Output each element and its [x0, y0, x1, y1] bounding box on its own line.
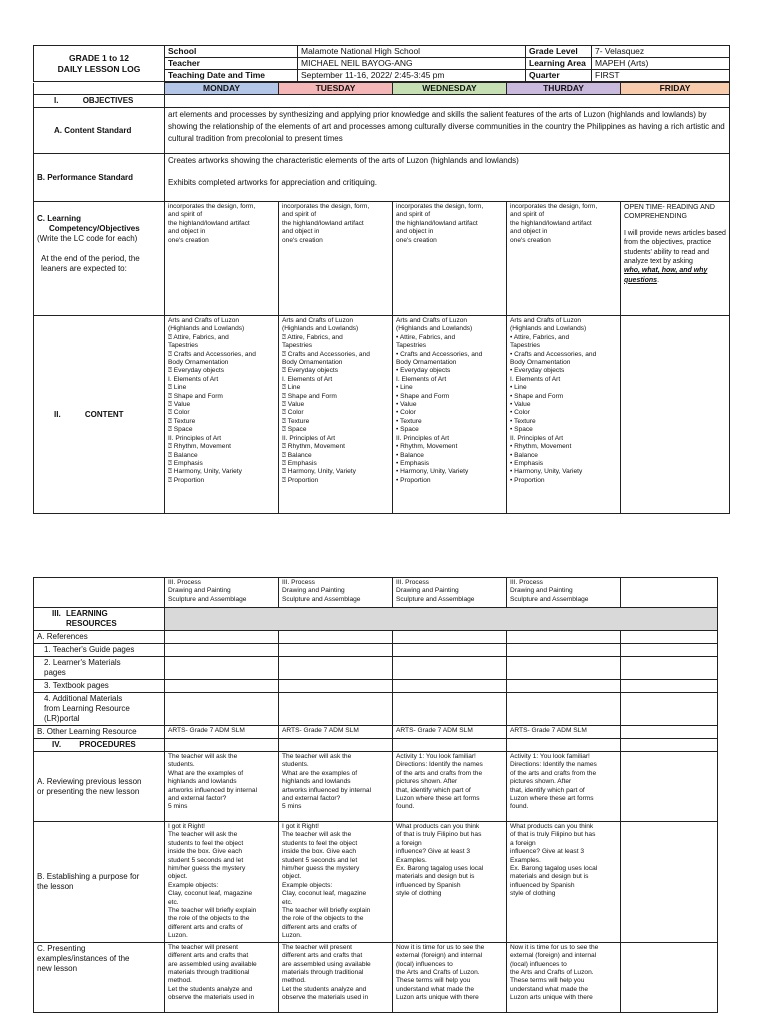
- process-friday: [621, 578, 718, 608]
- presenting-tuesday: The teacher will present different arts and crafts that are assembled using available materials through traditional method. Let the students analyze and observe the materials used in: [279, 942, 393, 1012]
- competency-label: [34, 202, 165, 316]
- teacher-value: MICHAEL NEIL BAYOG-ANG: [298, 58, 526, 70]
- content-standard-text: art elements and processes by synthesizing and applying prior knowledge and skills the salient features of the arts of Luzon (highlands and lowlands) by showing the relationship of the elements of art and processes among culturally diverse communities in the country the Philippines as having a rich artistic and cultural tradition from precolonial to present times: [165, 108, 730, 154]
- process-label-blank: [34, 578, 165, 608]
- lesson-log-table-2: [33, 577, 718, 1013]
- quarter-value: FIRST: [592, 70, 730, 82]
- competency-label-1: C. Learning: [37, 214, 82, 223]
- purpose-tuesday: I got it Right! The teacher will ask the students to feel the object inside the box. Give each student 5 seconds and let him/her guess the mystery object. Example objects: Clay, coconut leaf, magazine etc. The teacher will briefly explain the role of the objects to the different arts and crafts of Luzon.: [279, 822, 393, 943]
- teachers-guide-label: 1. Teacher's Guide pages: [34, 644, 165, 657]
- day-wednesday: WEDNESDAY: [393, 83, 507, 95]
- reviewing-monday: The teacher will ask the students. What are the examples of highlands and lowlands artworks influenced by internal and external factor? 5 mins: [165, 752, 279, 822]
- learning-area-value: MAPEH (Arts): [592, 58, 730, 70]
- log-title-dll: DAILY LESSON LOG: [57, 63, 141, 74]
- other-resource-wednesday: ARTS- Grade 7 ADM SLM: [393, 726, 507, 739]
- performance-standard-text: [165, 154, 730, 202]
- log-title-grade: GRADE 1 to 12: [69, 52, 129, 63]
- reviewing-wednesday: Activity 1: You look familiar! Directions: Identify the names of the arts and crafts from the pictures shown. After that, identify which part of Luzon where these art forms found.: [393, 752, 507, 822]
- presenting-label: C. Presenting examples/instances of the new lesson: [34, 942, 165, 1012]
- additional-materials-label: 4. Additional Materials from Learning Resource (LR)portal: [34, 693, 165, 726]
- date-value: September 11-16, 2022/ 2:45-3:45 pm: [298, 70, 526, 82]
- content-thursday: Arts and Crafts of Luzon (Highlands and Lowlands) • Attire, Fabrics, and Tapestries • Crafts and Accessories, and Body Ornamentation • Everyday objects I. Elements of Art • Line • Shape and Form • Value • Color • Texture • Space II. Principles of Art • Rhythm, Movement • Balance • Emphasis • Harmony, Unity, Variety • Proportion: [507, 316, 621, 514]
- process-thursday: III. Process Drawing and Painting Sculpture and Assemblage: [507, 578, 621, 608]
- friday-description: I will provide news articles based from the objectives, practice students' ability to read and analyze text by asking: [624, 229, 726, 266]
- performance-standard-label: B. Performance Standard: [34, 154, 165, 202]
- competency-label-4: At the end of the period, the leaners are expected to:: [41, 254, 140, 273]
- other-resource-label: B. Other Learning Resource: [34, 726, 165, 739]
- presenting-monday: The teacher will present different arts and crafts that are assembled using available materials through traditional method. Let the students analyze and observe the materials used in: [165, 942, 279, 1012]
- content-num: II.: [54, 409, 61, 419]
- blank-corner: [34, 83, 165, 95]
- lesson-log-body-1: [33, 82, 730, 514]
- competency-friday: [621, 202, 730, 316]
- day-friday: FRIDAY: [621, 83, 730, 95]
- grade-level-label: Grade Level: [526, 46, 592, 58]
- competency-tuesday: incorporates the design, form, and spirit of the highland/lowland artifact and object in one's creation: [279, 202, 393, 316]
- content-label: [34, 316, 165, 514]
- purpose-label: B. Establishing a purpose for the lesson: [34, 822, 165, 943]
- school-label: School: [165, 46, 298, 58]
- objectives-title: OBJECTIVES: [82, 96, 134, 105]
- competency-wednesday: incorporates the design, form, and spirit of the highland/lowland artifact and object in one's creation: [393, 202, 507, 316]
- content-tuesday: Arts and Crafts of Luzon (Highlands and Lowlands) ⍰ Attire, Fabrics, and Tapestries ⍰ Crafts and Accessories, and Body Ornamentation ⍰ Everyday objects I. Elements of Art ⍰ Line ⍰ Shape and Form ⍰ Value ⍰ Color ⍰ Texture ⍰ Space II. Principles of Art ⍰ Rhythm, Movement ⍰ Balance ⍰ Emphasis ⍰ Harmony, Unity, Variety ⍰ Proportion: [279, 316, 393, 514]
- teacher-label: Teacher: [165, 58, 298, 70]
- competency-thursday: incorporates the design, form, and spirit of the highland/lowland artifact and object in one's creation: [507, 202, 621, 316]
- lr-num: III.: [52, 609, 61, 618]
- day-thursday: THURDAY: [507, 83, 621, 95]
- reviewing-tuesday: The teacher will ask the students. What are the examples of highlands and lowlands artworks influenced by internal and external factor? 5 mins: [279, 752, 393, 822]
- objectives-blank: [165, 95, 730, 108]
- textbook-label: 3. Textbook pages: [34, 680, 165, 693]
- school-value: Malamote National High School: [298, 46, 526, 58]
- purpose-wednesday: What products can you think of that is truly Filipino but has a foreign influence? Give at least 3 Examples. Ex. Barong tagalog uses local materials and design but is influenced by Spanish style of clothing: [393, 822, 507, 943]
- objectives-num: I.: [54, 96, 59, 105]
- purpose-thursday: What products can you think of that is truly Filipino but has a foreign influence? Give at least 3 Examples. Ex. Barong tagalog uses local materials and design but is influenced by Spanish style of clothing: [507, 822, 621, 943]
- proc-title: PROCEDURES: [79, 740, 136, 749]
- procedures-heading: [34, 739, 165, 752]
- objectives-heading: [34, 95, 165, 108]
- proc-num: IV.: [52, 740, 62, 749]
- competency-label-3: (Write the LC code for each): [37, 234, 138, 243]
- presenting-wednesday: Now it is time for us to see the external (foreign) and internal (local) influences to the Arts and Crafts of Luzon. These terms will help you understand what made the Luzon arts unique with there: [393, 942, 507, 1012]
- friday-open-time: OPEN TIME- READING AND COMPREHENDING: [624, 204, 715, 221]
- log-title: [34, 46, 165, 82]
- content-monday: Arts and Crafts of Luzon (Highlands and Lowlands) ⍰ Attire, Fabrics, and Tapestries ⍰ Crafts and Accessories, and Body Ornamentation ⍰ Everyday objects I. Elements of Art ⍰ Line ⍰ Shape and Form ⍰ Value ⍰ Color ⍰ Texture ⍰ Space II. Principles of Art ⍰ Rhythm, Movement ⍰ Balance ⍰ Emphasis ⍰ Harmony, Unity, Variety ⍰ Proportion: [165, 316, 279, 514]
- other-resource-thursday: ARTS- Grade 7 ADM SLM: [507, 726, 621, 739]
- content-wednesday: Arts and Crafts of Luzon (Highlands and Lowlands) • Attire, Fabrics, and Tapestries • Crafts and Accessories, and Body Ornamentation • Everyday objects I. Elements of Art • Line • Shape and Form • Value • Color • Texture • Space II. Principles of Art • Rhythm, Movement • Balance • Emphasis • Harmony, Unity, Variety • Proportion: [393, 316, 507, 514]
- reviewing-thursday: Activity 1: You look familiar! Directions: Identify the names of the arts and crafts from the pictures shown. After that, identify which part of Luzon where these art forms found.: [507, 752, 621, 822]
- day-monday: MONDAY: [165, 83, 279, 95]
- content-title: CONTENT: [84, 409, 124, 419]
- friday-period: .: [657, 276, 660, 284]
- other-resource-tuesday: ARTS- Grade 7 ADM SLM: [279, 726, 393, 739]
- references-label: A. References: [34, 631, 165, 644]
- process-monday: III. Process Drawing and Painting Sculpture and Assemblage: [165, 578, 279, 608]
- grade-level-value: 7- Velasquez: [592, 46, 730, 58]
- day-tuesday: TUESDAY: [279, 83, 393, 95]
- date-label: Teaching Date and Time: [165, 70, 298, 82]
- other-resource-monday: ARTS- Grade 7 ADM SLM: [165, 726, 279, 739]
- performance-standard-2: Exhibits completed artworks for appreciation and critiquing.: [168, 178, 377, 187]
- content-standard-label: A. Content Standard: [34, 108, 165, 154]
- lr-title: LEARNING RESOURCES: [66, 609, 117, 628]
- competency-label-2: Competency/Objectives: [49, 224, 140, 233]
- lesson-log-table-1: [33, 45, 730, 82]
- purpose-monday: I got it Right! The teacher will ask the students to feel the object inside the box. Give each student 5 seconds and let him/her guess the mystery object. Example objects: Clay, coconut leaf, magazine etc. The teacher will briefly explain the role of the objects to the different arts and crafts of Luzon.: [165, 822, 279, 943]
- process-tuesday: III. Process Drawing and Painting Sculpture and Assemblage: [279, 578, 393, 608]
- process-wednesday: III. Process Drawing and Painting Sculpture and Assemblage: [393, 578, 507, 608]
- friday-questions: who, what, how, and why questions: [624, 267, 708, 284]
- presenting-thursday: Now it is time for us to see the external (foreign) and internal (local) influences to the Arts and Crafts of Luzon. These terms will help you understand what made the Luzon arts unique with there: [507, 942, 621, 1012]
- reviewing-label: A. Reviewing previous lesson or presenting the new lesson: [34, 752, 165, 822]
- performance-standard-1: Creates artworks showing the characteristic elements of the arts of Luzon (highlands and lowlands): [168, 156, 519, 165]
- competency-monday: incorporates the design, form, and spirit of the highland/lowland artifact and object in one's creation: [165, 202, 279, 316]
- learning-resources-gray: [165, 608, 718, 631]
- learning-area-label: Learning Area: [526, 58, 592, 70]
- content-friday: [621, 316, 730, 514]
- quarter-label: Quarter: [526, 70, 592, 82]
- learners-materials-label: 2. Learner's Materials pages: [34, 657, 165, 680]
- learning-resources-heading: [34, 608, 165, 631]
